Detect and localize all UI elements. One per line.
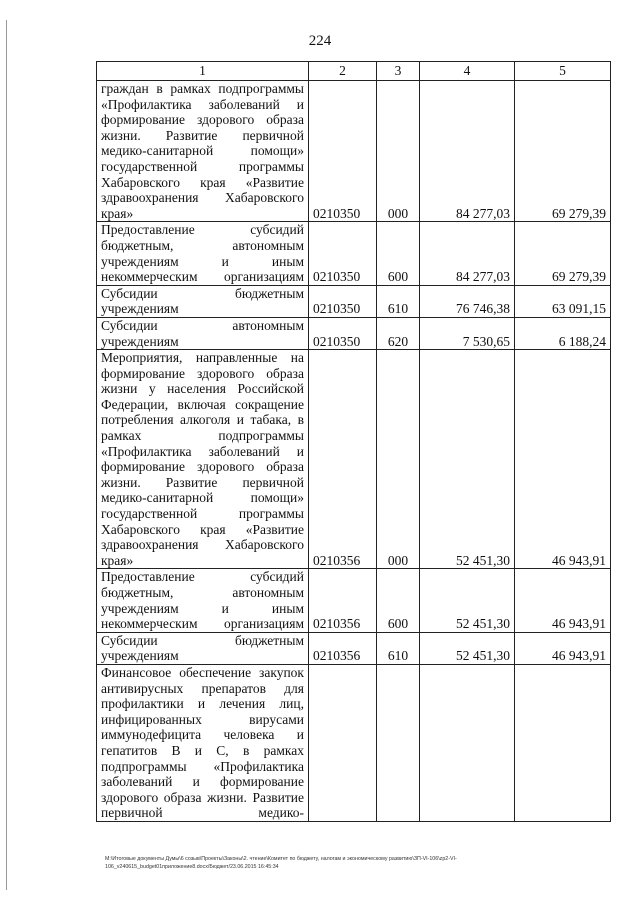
scan-edge-line bbox=[6, 20, 7, 890]
row-description: Предоставление субсидий бюджетным, автономным учреждениям и иным некоммерческим организациям bbox=[97, 569, 309, 632]
column-header: 4 bbox=[420, 62, 515, 81]
budget-table bbox=[96, 61, 611, 822]
row-description: Мероприятия, направленные на формирование здорового образа жизни у населения Российской Федерации, включая сокращение потребления алкоголя и табака, в рамках подпрограммы «Профилактика заболеваний и формирование здорового образа жизни. Развитие первичной медико-санитарной помощи» государственной программы Хабаровского края «Развитие здравоохранения Хабаровского края» bbox=[97, 350, 309, 569]
table-row bbox=[97, 664, 611, 821]
table-row bbox=[97, 569, 611, 632]
row-description: Финансовое обеспечение закупок антивирусных препаратов для профилактики и лечения лиц, инфицированных вирусами иммунодефицита человека и гепатитов В и С, в рамках подпрограммы «Профилактика заболеваний и формирование здорового образа жизни. Развитие первичной медико- bbox=[97, 664, 309, 821]
table-header-row bbox=[97, 62, 611, 81]
expense-type-code: 610 bbox=[377, 632, 420, 664]
footer-line: M:\Итоговые документы Думы\6 созыв\Проекты\Законы\2. чтение\Комитет по бюджету, налогам и экономическому развитию\ЗП-VI-106\zp2-VI- bbox=[105, 856, 457, 862]
expense-type-code: 600 bbox=[377, 222, 420, 285]
row-description: Субсидии бюджетным учреждениям bbox=[97, 285, 309, 317]
file-path-footer bbox=[105, 855, 615, 871]
target-article-code: 0210350 bbox=[309, 317, 377, 349]
sum-year-2: 46 943,91 bbox=[515, 569, 611, 632]
sum-year-1: 7 530,65 bbox=[420, 317, 515, 349]
column-header: 3 bbox=[377, 62, 420, 81]
expense-type-code: 000 bbox=[377, 350, 420, 569]
column-header: 5 bbox=[515, 62, 611, 81]
sum-year-2 bbox=[515, 664, 611, 821]
table-row bbox=[97, 222, 611, 285]
column-header: 2 bbox=[309, 62, 377, 81]
row-description: Субсидии автономным учреждениям bbox=[97, 317, 309, 349]
row-description: Субсидии бюджетным учреждениям bbox=[97, 632, 309, 664]
footer-line: 106_v240615_budget01приложение8.docx/Бюджет/23.06.2015 16:45:34 bbox=[105, 864, 279, 870]
page-number: 224 bbox=[308, 33, 332, 49]
column-header: 1 bbox=[97, 62, 309, 81]
sum-year-1: 52 451,30 bbox=[420, 632, 515, 664]
table-row bbox=[97, 317, 611, 349]
expense-type-code: 600 bbox=[377, 569, 420, 632]
sum-year-2: 6 188,24 bbox=[515, 317, 611, 349]
target-article-code: 0210356 bbox=[309, 569, 377, 632]
row-description: граждан в рамках подпрограммы «Профилактика заболеваний и формирование здорового образа жизни. Развитие первичной медико-санитарной помощи» государственной программы Хабаровского края «Развитие здравоохранения Хабаровского края» bbox=[97, 81, 309, 222]
sum-year-1: 52 451,30 bbox=[420, 569, 515, 632]
sum-year-1: 84 277,03 bbox=[420, 222, 515, 285]
sum-year-2: 63 091,15 bbox=[515, 285, 611, 317]
target-article-code: 0210356 bbox=[309, 350, 377, 569]
expense-type-code bbox=[377, 664, 420, 821]
table-row bbox=[97, 285, 611, 317]
sum-year-2: 46 943,91 bbox=[515, 350, 611, 569]
table-row bbox=[97, 632, 611, 664]
target-article-code bbox=[309, 664, 377, 821]
sum-year-1: 84 277,03 bbox=[420, 81, 515, 222]
target-article-code: 0210350 bbox=[309, 81, 377, 222]
expense-type-code: 000 bbox=[377, 81, 420, 222]
sum-year-1 bbox=[420, 664, 515, 821]
expense-type-code: 620 bbox=[377, 317, 420, 349]
sum-year-1: 52 451,30 bbox=[420, 350, 515, 569]
sum-year-1: 76 746,38 bbox=[420, 285, 515, 317]
sum-year-2: 69 279,39 bbox=[515, 222, 611, 285]
sum-year-2: 69 279,39 bbox=[515, 81, 611, 222]
table-row bbox=[97, 81, 611, 222]
target-article-code: 0210350 bbox=[309, 285, 377, 317]
target-article-code: 0210350 bbox=[309, 222, 377, 285]
row-description: Предоставление субсидий бюджетным, автономным учреждениям и иным некоммерческим организациям bbox=[97, 222, 309, 285]
sum-year-2: 46 943,91 bbox=[515, 632, 611, 664]
table-row bbox=[97, 350, 611, 569]
target-article-code: 0210356 bbox=[309, 632, 377, 664]
expense-type-code: 610 bbox=[377, 285, 420, 317]
